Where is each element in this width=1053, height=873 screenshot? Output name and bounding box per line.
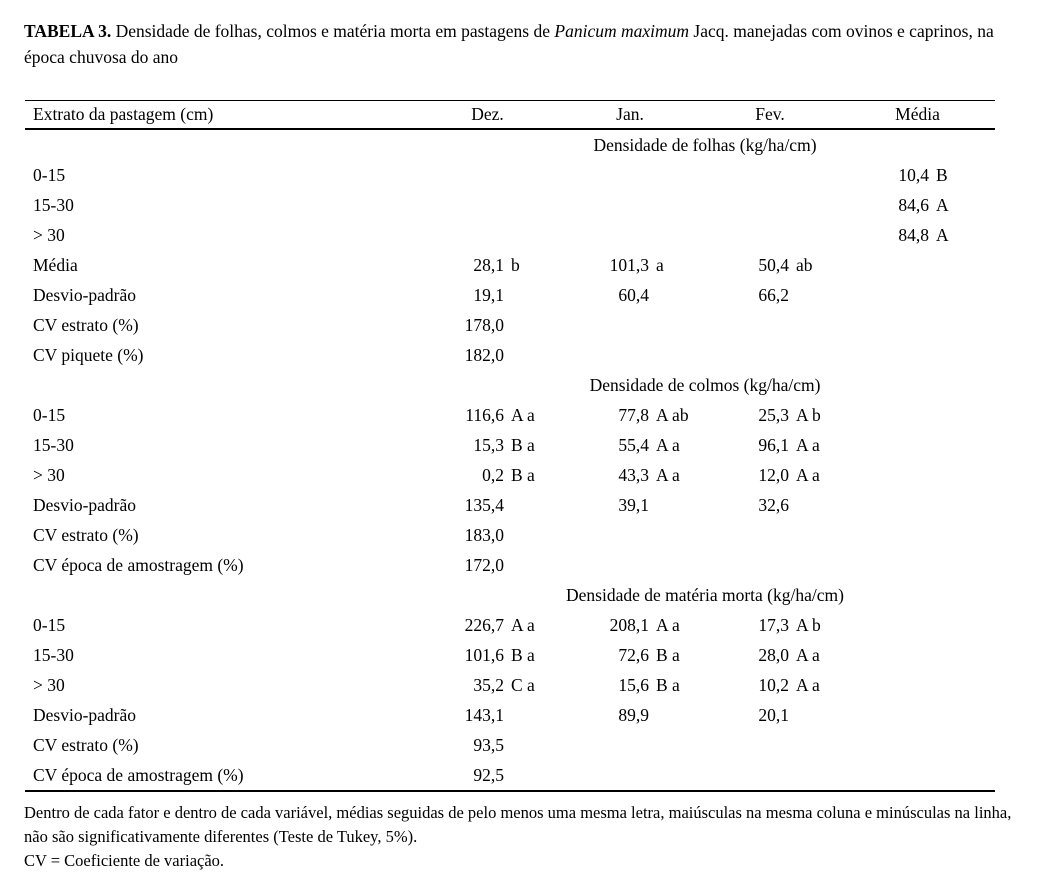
table-row bbox=[25, 190, 995, 220]
row-label: CV piquete (%) bbox=[33, 344, 144, 365]
cell-media bbox=[840, 430, 995, 460]
cell-value: 17,3 bbox=[758, 614, 789, 635]
cell-dez bbox=[415, 160, 560, 190]
cell-media bbox=[840, 640, 995, 670]
cell-jan bbox=[560, 220, 700, 250]
cell-letters: B a bbox=[511, 434, 535, 455]
cell-dez bbox=[415, 490, 560, 520]
row-label: Média bbox=[33, 254, 78, 275]
cell-jan bbox=[560, 280, 700, 310]
cell-fev bbox=[700, 520, 840, 550]
row-label: Desvio-padrão bbox=[33, 494, 137, 515]
row-label: 15-30 bbox=[33, 194, 74, 215]
cell-letters: A a bbox=[796, 434, 820, 455]
cell-media bbox=[840, 490, 995, 520]
section-header-folhas: Densidade de folhas (kg/ha/cm) bbox=[593, 134, 817, 155]
cell-value: 12,0 bbox=[758, 464, 789, 485]
cell-fev bbox=[700, 340, 840, 370]
table-row bbox=[25, 340, 995, 370]
cell-media bbox=[840, 340, 995, 370]
cell-value: 84,8 bbox=[898, 224, 929, 245]
cell-value: 39,1 bbox=[618, 494, 649, 515]
table-row bbox=[25, 640, 995, 670]
cell-value: 101,3 bbox=[609, 254, 649, 275]
table-header bbox=[25, 101, 995, 130]
cell-media bbox=[840, 310, 995, 340]
cell-letters: B a bbox=[656, 644, 680, 665]
table-row bbox=[25, 730, 995, 760]
cell-value: 15,6 bbox=[618, 674, 649, 695]
table-row bbox=[25, 220, 995, 250]
cell-fev bbox=[700, 460, 840, 490]
cell-fev bbox=[700, 310, 840, 340]
cell-jan bbox=[560, 640, 700, 670]
row-label: > 30 bbox=[33, 674, 65, 695]
cell-dez bbox=[415, 550, 560, 580]
cell-value: 208,1 bbox=[609, 614, 649, 635]
cell-letters: A a bbox=[796, 674, 820, 695]
cell-value: 93,5 bbox=[473, 734, 504, 755]
cell-jan bbox=[560, 160, 700, 190]
cell-letters: a bbox=[656, 254, 664, 275]
row-label: 0-15 bbox=[33, 404, 66, 425]
table-row bbox=[25, 430, 995, 460]
table-row bbox=[25, 610, 995, 640]
cell-media bbox=[840, 700, 995, 730]
table-row bbox=[25, 250, 995, 280]
cell-fev bbox=[700, 160, 840, 190]
cell-letters: A a bbox=[656, 434, 680, 455]
row-label: 0-15 bbox=[33, 614, 66, 635]
cell-value: 96,1 bbox=[758, 434, 789, 455]
cell-jan bbox=[560, 490, 700, 520]
cell-media bbox=[840, 730, 995, 760]
cell-letters: B a bbox=[511, 644, 535, 665]
cell-value: 72,6 bbox=[618, 644, 649, 665]
cell-dez bbox=[415, 340, 560, 370]
cell-dez bbox=[415, 700, 560, 730]
column-header-jan: Jan. bbox=[560, 101, 700, 130]
column-header-extrato: Extrato da pastagem (cm) bbox=[25, 101, 415, 130]
cell-value: 28,1 bbox=[473, 254, 504, 275]
caption-text-1: Densidade de folhas, colmos e matéria morta em pastagens de bbox=[111, 21, 555, 41]
cell-media bbox=[840, 400, 995, 430]
cell-dez bbox=[415, 430, 560, 460]
cell-value: 101,6 bbox=[464, 644, 504, 665]
cell-letters: b bbox=[511, 254, 520, 275]
cell-letters: ab bbox=[796, 254, 813, 275]
cell-jan bbox=[560, 550, 700, 580]
cell-fev bbox=[700, 430, 840, 460]
cell-jan bbox=[560, 760, 700, 791]
cell-jan bbox=[560, 610, 700, 640]
footnote-tukey: Dentro de cada fator e dentro de cada variável, médias seguidas de pelo menos uma mesma letra, maiúsculas na mesma coluna e minúsculas na linha, não são significativamente diferentes (Teste de Tukey, 5%). bbox=[24, 803, 1012, 846]
cell-value: 35,2 bbox=[473, 674, 504, 695]
cell-media bbox=[840, 280, 995, 310]
section-header-row bbox=[25, 129, 995, 160]
cell-dez bbox=[415, 460, 560, 490]
cell-value: 226,7 bbox=[464, 614, 504, 635]
cell-dez bbox=[415, 520, 560, 550]
header-row bbox=[25, 101, 995, 130]
cell-media bbox=[840, 220, 995, 250]
cell-value: 172,0 bbox=[464, 554, 504, 575]
cell-letters: C a bbox=[511, 674, 535, 695]
section-header-row bbox=[25, 370, 995, 400]
cell-value: 60,4 bbox=[618, 284, 649, 305]
row-label: CV estrato (%) bbox=[33, 734, 139, 755]
table-row bbox=[25, 160, 995, 190]
cell-jan bbox=[560, 340, 700, 370]
section-header-colmos: Densidade de colmos (kg/ha/cm) bbox=[589, 374, 821, 395]
table-row bbox=[25, 310, 995, 340]
cell-value: 0,2 bbox=[482, 464, 504, 485]
table-caption bbox=[24, 18, 1026, 70]
cell-letters: A a bbox=[656, 464, 680, 485]
table-row bbox=[25, 670, 995, 700]
row-label: 15-30 bbox=[33, 434, 74, 455]
cell-media bbox=[840, 610, 995, 640]
section-header-materia-morta: Densidade de matéria morta (kg/ha/cm) bbox=[566, 584, 844, 605]
empty-cell bbox=[25, 580, 415, 610]
cell-dez bbox=[415, 670, 560, 700]
cell-fev bbox=[700, 730, 840, 760]
cell-value: 89,9 bbox=[618, 704, 649, 725]
cell-letters: A a bbox=[796, 644, 820, 665]
cell-value: 43,3 bbox=[618, 464, 649, 485]
row-label: CV estrato (%) bbox=[33, 524, 139, 545]
cell-letters: A a bbox=[511, 404, 535, 425]
table-row bbox=[25, 760, 995, 791]
table-row bbox=[25, 400, 995, 430]
cell-dez bbox=[415, 190, 560, 220]
cell-dez bbox=[415, 760, 560, 791]
section-header-row bbox=[25, 580, 995, 610]
cell-fev bbox=[700, 400, 840, 430]
cell-dez bbox=[415, 730, 560, 760]
table-body bbox=[25, 129, 995, 791]
cell-letters: A bbox=[936, 224, 949, 245]
cell-value: 143,1 bbox=[464, 704, 504, 725]
cell-jan bbox=[560, 190, 700, 220]
cell-media bbox=[840, 670, 995, 700]
row-label: > 30 bbox=[33, 224, 65, 245]
cell-jan bbox=[560, 460, 700, 490]
cell-fev bbox=[700, 610, 840, 640]
cell-letters: A b bbox=[796, 404, 821, 425]
cell-letters: A a bbox=[796, 464, 820, 485]
column-header-dez: Dez. bbox=[415, 101, 560, 130]
cell-fev bbox=[700, 490, 840, 520]
row-label: Desvio-padrão bbox=[33, 704, 137, 725]
table-row bbox=[25, 550, 995, 580]
cell-media bbox=[840, 250, 995, 280]
cell-letters: A a bbox=[656, 614, 680, 635]
cell-dez bbox=[415, 220, 560, 250]
cell-dez bbox=[415, 610, 560, 640]
cell-jan bbox=[560, 310, 700, 340]
cell-value: 25,3 bbox=[758, 404, 789, 425]
cell-fev bbox=[700, 700, 840, 730]
cell-fev bbox=[700, 190, 840, 220]
cell-value: 183,0 bbox=[464, 524, 504, 545]
cell-jan bbox=[560, 700, 700, 730]
cell-value: 84,6 bbox=[898, 194, 929, 215]
cell-letters: A bbox=[936, 194, 949, 215]
row-label: Desvio-padrão bbox=[33, 284, 137, 305]
row-label: 0-15 bbox=[33, 164, 66, 185]
cell-value: 50,4 bbox=[758, 254, 789, 275]
row-label: CV estrato (%) bbox=[33, 314, 139, 335]
cell-fev bbox=[700, 670, 840, 700]
cell-value: 20,1 bbox=[758, 704, 789, 725]
data-table bbox=[25, 100, 995, 792]
cell-media bbox=[840, 190, 995, 220]
cell-value: 10,2 bbox=[758, 674, 789, 695]
empty-cell bbox=[25, 129, 415, 160]
cell-media bbox=[840, 550, 995, 580]
cell-value: 92,5 bbox=[473, 764, 504, 785]
cell-jan bbox=[560, 250, 700, 280]
table-row bbox=[25, 460, 995, 490]
cell-value: 116,6 bbox=[465, 404, 504, 425]
table-row bbox=[25, 280, 995, 310]
cell-value: 66,2 bbox=[758, 284, 789, 305]
cell-dez bbox=[415, 400, 560, 430]
footnote-cv: CV = Coeficiente de variação. bbox=[24, 851, 225, 870]
row-label: 15-30 bbox=[33, 644, 74, 665]
row-label: CV época de amostragem (%) bbox=[25, 760, 415, 791]
cell-letters: A a bbox=[511, 614, 535, 635]
table-row bbox=[25, 490, 995, 520]
cell-value: 32,6 bbox=[758, 494, 789, 515]
cell-fev bbox=[700, 280, 840, 310]
cell-value: 28,0 bbox=[758, 644, 789, 665]
cell-fev bbox=[700, 760, 840, 791]
cell-letters: A b bbox=[796, 614, 821, 635]
cell-letters: A ab bbox=[656, 404, 689, 425]
column-header-media: Média bbox=[840, 101, 995, 130]
cell-dez bbox=[415, 280, 560, 310]
caption-text-2: Jacq. manejadas com ovinos e caprinos, na época chuvosa do ano bbox=[24, 21, 994, 67]
cell-letters: B a bbox=[511, 464, 535, 485]
cell-letters: B a bbox=[656, 674, 680, 695]
cell-value: 178,0 bbox=[464, 314, 504, 335]
cell-fev bbox=[700, 220, 840, 250]
cell-value: 15,3 bbox=[473, 434, 504, 455]
cell-value: 182,0 bbox=[464, 344, 504, 365]
caption-label: TABELA 3. bbox=[24, 21, 112, 41]
cell-jan bbox=[560, 430, 700, 460]
cell-fev bbox=[700, 550, 840, 580]
row-label: > 30 bbox=[33, 464, 65, 485]
cell-jan bbox=[560, 400, 700, 430]
cell-value: 135,4 bbox=[464, 494, 504, 515]
cell-value: 77,8 bbox=[618, 404, 649, 425]
table-row bbox=[25, 520, 995, 550]
cell-jan bbox=[560, 520, 700, 550]
cell-media bbox=[840, 460, 995, 490]
cell-value: 10,4 bbox=[898, 164, 929, 185]
column-header-fev: Fev. bbox=[700, 101, 840, 130]
caption-species-name: Panicum maximum bbox=[554, 21, 690, 41]
cell-jan bbox=[560, 730, 700, 760]
empty-cell bbox=[25, 370, 415, 400]
cell-letters: B bbox=[936, 164, 948, 185]
cell-fev bbox=[700, 250, 840, 280]
cell-fev bbox=[700, 640, 840, 670]
cell-media bbox=[840, 160, 995, 190]
cell-value: 19,1 bbox=[473, 284, 504, 305]
cell-dez bbox=[415, 640, 560, 670]
cell-media bbox=[840, 760, 995, 791]
cell-dez bbox=[415, 250, 560, 280]
table-row bbox=[25, 700, 995, 730]
cell-dez bbox=[415, 310, 560, 340]
cell-media bbox=[840, 520, 995, 550]
cell-value: 55,4 bbox=[618, 434, 649, 455]
cell-jan bbox=[560, 670, 700, 700]
row-label: CV época de amostragem (%) bbox=[33, 554, 244, 575]
